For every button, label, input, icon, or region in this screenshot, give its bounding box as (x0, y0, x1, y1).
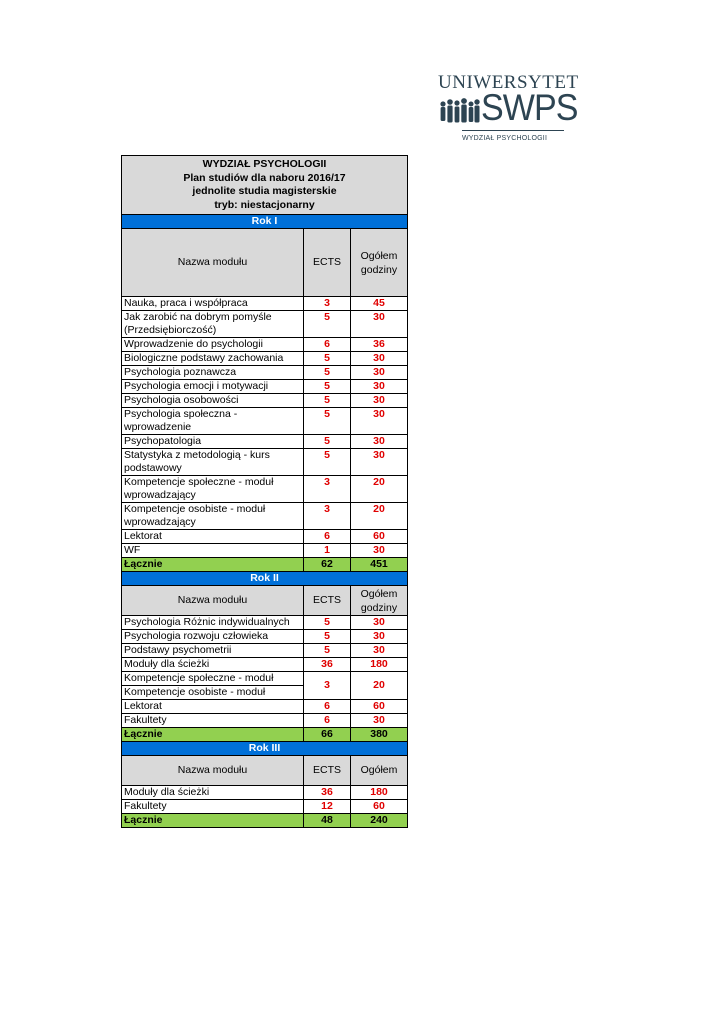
total-ects: 48 (304, 814, 351, 828)
year-row (122, 215, 408, 229)
total-label: Łącznie (122, 558, 304, 572)
column-header-name: Nazwa modułu (122, 229, 304, 297)
module-hours: 30 (351, 714, 408, 728)
module-ects: 36 (304, 658, 351, 672)
module-name: Kompetencje osobiste - moduł (122, 686, 304, 700)
module-name: Psychologia poznawcza (122, 366, 304, 380)
module-name: Psychologia emocji i motywacji (122, 380, 304, 394)
table-row (122, 297, 408, 311)
module-hours: 180 (351, 658, 408, 672)
module-name: Psychologia Różnic indywidualnych (122, 616, 304, 630)
table-row (122, 672, 408, 686)
table-header-row (122, 156, 408, 215)
module-hours: 20 (351, 672, 408, 700)
plan-title: Plan studiów dla naboru 2016/17 (183, 171, 346, 184)
table-row (122, 366, 408, 380)
table-row (122, 435, 408, 449)
module-ects: 5 (304, 394, 351, 408)
logo-line-3: WYDZIAŁ PSYCHOLOGII (462, 135, 548, 142)
module-name: Biologiczne podstawy zachowania (122, 352, 304, 366)
table-row (122, 544, 408, 558)
table-title-block (122, 156, 408, 215)
table-row (122, 530, 408, 544)
module-ects: 12 (304, 800, 351, 814)
module-ects: 6 (304, 700, 351, 714)
module-hours: 20 (351, 503, 408, 530)
module-name: Fakultety (122, 714, 304, 728)
table-row (122, 700, 408, 714)
module-name: Lektorat (122, 700, 304, 714)
total-ects: 66 (304, 728, 351, 742)
year-label: Rok III (122, 742, 408, 756)
column-header-row (122, 756, 408, 786)
column-header-ects: ECTS (304, 229, 351, 297)
table-row (122, 644, 408, 658)
table-row (122, 352, 408, 366)
module-name: Psychologia osobowości (122, 394, 304, 408)
module-ects: 1 (304, 544, 351, 558)
module-ects: 3 (304, 672, 351, 700)
module-name: Psychologia rozwoju człowieka (122, 630, 304, 644)
year-row (122, 572, 408, 586)
column-header-row (122, 229, 408, 297)
module-hours: 30 (351, 449, 408, 476)
table-row (122, 476, 408, 503)
module-hours: 36 (351, 338, 408, 352)
module-name: Moduły dla ścieżki (122, 658, 304, 672)
module-name: Wprowadzenie do psychologii (122, 338, 304, 352)
module-ects: 5 (304, 311, 351, 338)
module-hours: 20 (351, 476, 408, 503)
module-hours: 60 (351, 700, 408, 714)
table-row (122, 714, 408, 728)
table-row (122, 380, 408, 394)
module-hours: 45 (351, 297, 408, 311)
module-name: Kompetencje osobiste - moduł wprowadzający (122, 503, 304, 530)
module-name: Psychologia społeczna - wprowadzenie (122, 408, 304, 435)
module-name: Kompetencje społeczne - moduł wprowadzający (122, 476, 304, 503)
table-row (122, 408, 408, 435)
module-hours: 30 (351, 394, 408, 408)
module-ects: 5 (304, 408, 351, 435)
column-header-name: Nazwa modułu (122, 756, 304, 786)
module-hours: 60 (351, 800, 408, 814)
table-row (122, 616, 408, 630)
module-ects: 5 (304, 366, 351, 380)
study-plan-table (121, 155, 408, 828)
university-logo (438, 72, 579, 152)
column-header-ects: ECTS (304, 586, 351, 616)
study-mode: tryb: niestacjonarny (214, 198, 315, 211)
total-hours: 380 (351, 728, 408, 742)
table-row (122, 338, 408, 352)
module-ects: 5 (304, 616, 351, 630)
table-row (122, 449, 408, 476)
module-ects: 5 (304, 630, 351, 644)
column-header-hours: Ogółem godziny (351, 229, 408, 297)
table-row (122, 394, 408, 408)
logo-line-1: UNIWERSYTET (438, 72, 579, 93)
module-hours: 180 (351, 786, 408, 800)
module-ects: 5 (304, 435, 351, 449)
module-ects: 3 (304, 297, 351, 311)
total-row (122, 728, 408, 742)
module-hours: 30 (351, 366, 408, 380)
module-name: Statystyka z metodologią - kurs podstawowy (122, 449, 304, 476)
module-name: Fakultety (122, 800, 304, 814)
column-header-hours: Ogółem godziny (351, 586, 408, 616)
year-label: Rok I (122, 215, 408, 229)
module-ects: 5 (304, 644, 351, 658)
module-ects: 6 (304, 714, 351, 728)
table-row (122, 800, 408, 814)
year-label: Rok II (122, 572, 408, 586)
table-row (122, 311, 408, 338)
module-ects: 6 (304, 338, 351, 352)
module-ects: 3 (304, 476, 351, 503)
column-header-name: Nazwa modułu (122, 586, 304, 616)
module-name: Moduły dla ścieżki (122, 786, 304, 800)
column-header-row (122, 586, 408, 616)
year-row (122, 742, 408, 756)
total-row (122, 814, 408, 828)
module-name: Kompetencje społeczne - moduł (122, 672, 304, 686)
module-hours: 30 (351, 544, 408, 558)
total-ects: 62 (304, 558, 351, 572)
module-name: Podstawy psychometrii (122, 644, 304, 658)
table-row (122, 786, 408, 800)
total-hours: 451 (351, 558, 408, 572)
module-ects: 3 (304, 503, 351, 530)
column-header-ects: ECTS (304, 756, 351, 786)
module-ects: 5 (304, 449, 351, 476)
module-name: WF (122, 544, 304, 558)
table-row (122, 658, 408, 672)
module-hours: 30 (351, 311, 408, 338)
module-ects: 5 (304, 352, 351, 366)
total-label: Łącznie (122, 814, 304, 828)
module-hours: 60 (351, 530, 408, 544)
module-name: Lektorat (122, 530, 304, 544)
column-header-hours: Ogółem (351, 756, 408, 786)
logo-line-2: SWPS (481, 87, 578, 128)
logo-divider (462, 130, 564, 131)
module-ects: 5 (304, 380, 351, 394)
module-hours: 30 (351, 408, 408, 435)
study-type: jednolite studia magisterskie (192, 185, 337, 197)
total-label: Łącznie (122, 728, 304, 742)
faculty-name: WYDZIAŁ PSYCHOLOGII (202, 158, 327, 170)
total-row (122, 558, 408, 572)
table-row (122, 503, 408, 530)
module-hours: 30 (351, 352, 408, 366)
module-hours: 30 (351, 616, 408, 630)
module-name: Nauka, praca i współpraca (122, 297, 304, 311)
module-name: Jak zarobić na dobrym pomyśle (Przedsiębiorczość) (122, 311, 304, 338)
total-hours: 240 (351, 814, 408, 828)
module-ects: 6 (304, 530, 351, 544)
module-hours: 30 (351, 380, 408, 394)
module-name: Psychopatologia (122, 435, 304, 449)
module-ects: 36 (304, 786, 351, 800)
table-row (122, 630, 408, 644)
module-hours: 30 (351, 435, 408, 449)
module-hours: 30 (351, 630, 408, 644)
module-hours: 30 (351, 644, 408, 658)
